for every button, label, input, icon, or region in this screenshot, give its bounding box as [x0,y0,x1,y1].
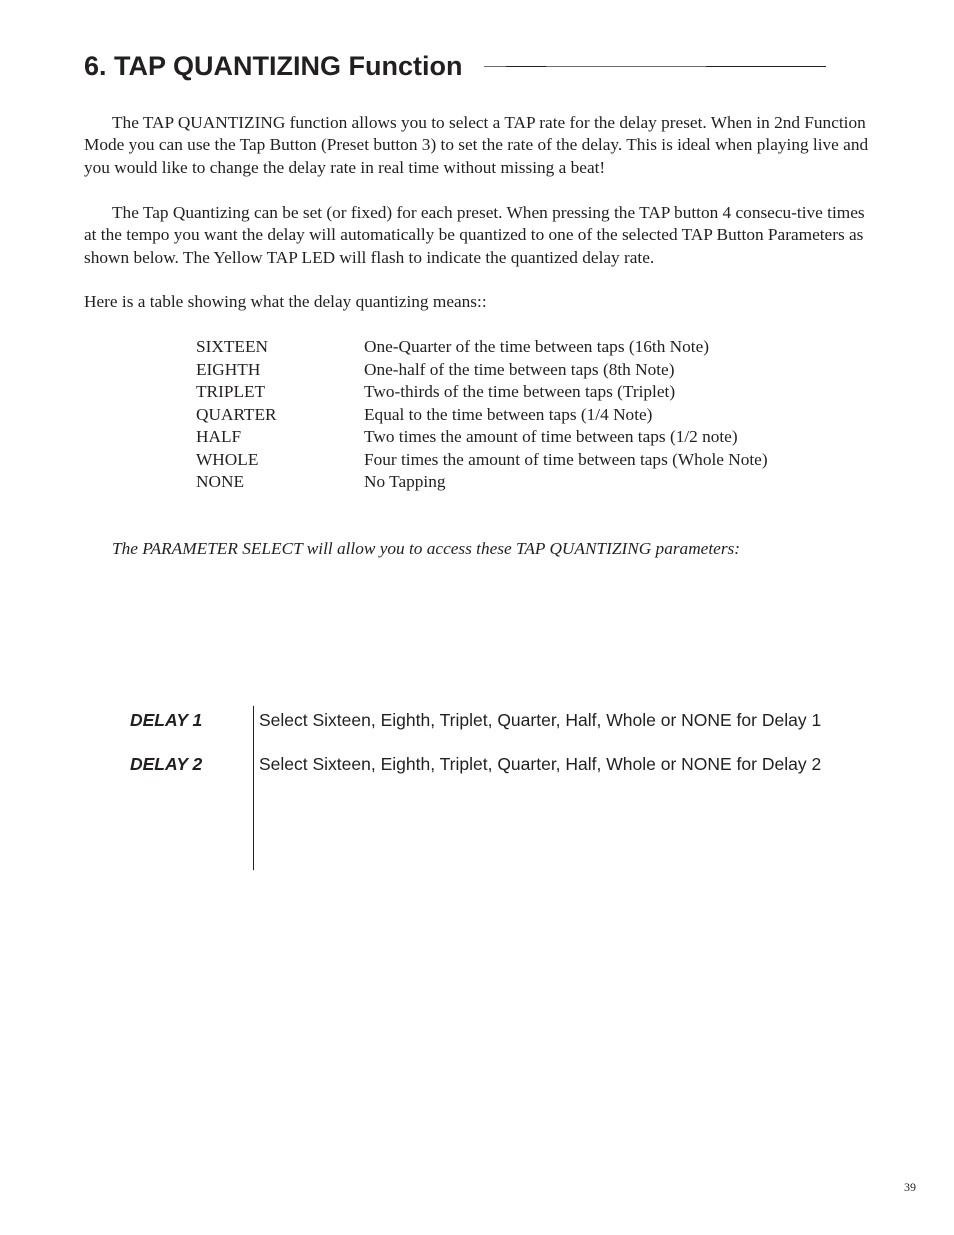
page-number: 39 [904,1180,916,1194]
tap-quantizing-paragraph: The Tap Quantizing can be set (or fixed) for each preset. When pressing the TAP button 4 consecu-tive times at the tempo you want the delay will automatically be quantized to one of the selected TAP Button Parameters as shown below. The Yellow TAP LED will flash to indicate the quantized delay rate. [84,203,865,267]
quantize-table [196,336,836,494]
quantize-name: QUARTER [196,404,277,424]
quantize-description: Four times the amount of time between taps (Whole Note) [364,449,768,469]
parameter-description: Select Sixteen, Eighth, Triplet, Quarter, Half, Whole or NONE for Delay 1 [259,710,822,730]
parameter-row-delay-2 [84,751,884,777]
intro-paragraph: The TAP QUANTIZING function allows you to select a TAP rate for the delay preset. When in 2nd Function Mode you can use the Tap Button (Preset button 3) to set the rate of the delay. This is ideal when playing live and you would like to change the delay rate in real time without missing a beat! [84,113,869,177]
parameter-list [84,706,884,870]
quantize-name: SIXTEEN [196,337,268,356]
quantize-description: Two-thirds of the time between taps (Triplet) [364,382,676,401]
table-row [196,359,836,382]
table-row [196,449,836,472]
quantize-name: NONE [196,472,244,491]
quantize-description: One-half of the time between taps (8th Note) [364,359,675,379]
quantize-name: TRIPLET [196,382,266,401]
table-intro-paragraph: Here is a table showing what the delay quantizing means:: [84,292,487,311]
parameter-select-note: The PARAMETER SELECT will allow you to access these TAP QUANTIZING parameters: [112,539,741,558]
parameter-label: DELAY 2 [130,754,203,774]
quantize-name: EIGHTH [196,359,261,379]
table-row [196,426,836,449]
table-row [196,471,836,494]
table-row [196,381,836,404]
quantize-description: Two times the amount of time between taps (1/2 note) [364,427,738,446]
parameter-description: Select Sixteen, Eighth, Triplet, Quarter, Half, Whole or NONE for Delay 2 [259,754,822,774]
table-row [196,336,836,359]
quantize-description: No Tapping [364,472,446,491]
heading-rule [484,66,826,67]
quantize-name: HALF [196,427,242,446]
section-heading-row [84,48,829,88]
parameter-label: DELAY 1 [130,710,203,730]
parameter-row-delay-1 [84,707,884,733]
quantize-description: Equal to the time between taps (1/4 Note) [364,404,653,424]
page-title: 6. TAP QUANTIZING Function [84,51,463,81]
quantize-description: One-Quarter of the time between taps (16th Note) [364,337,710,356]
quantize-name: WHOLE [196,449,259,469]
table-row [196,404,836,427]
